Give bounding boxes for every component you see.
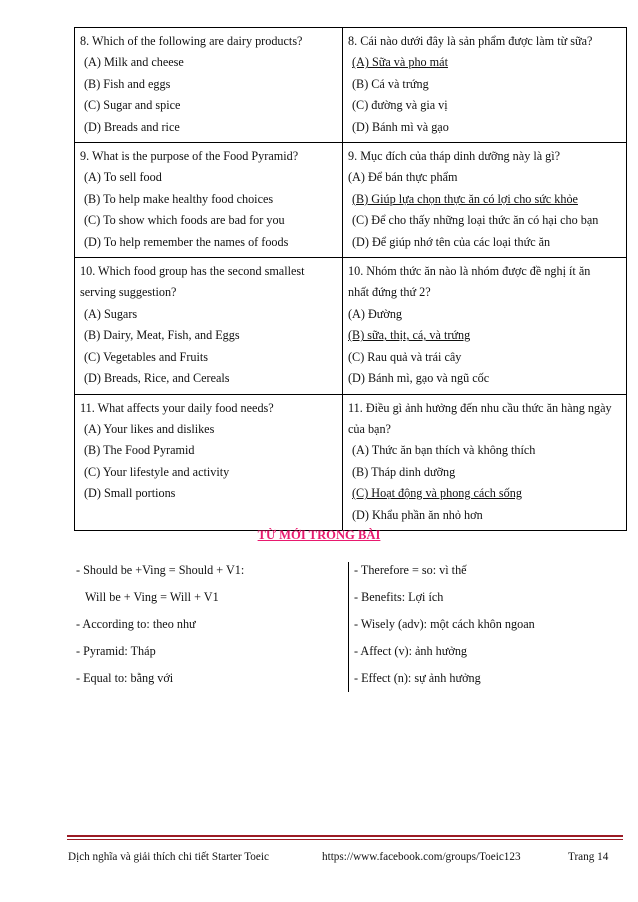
option-a: (A) Sugars xyxy=(84,306,138,321)
option-a-translation: (A) Thức ăn bạn thích và không thích xyxy=(352,443,536,458)
option-b-translation xyxy=(348,325,622,346)
question-en-cell xyxy=(75,258,343,394)
table-row xyxy=(75,258,627,394)
vocab-item: - Should be +Ving = Should + V1: xyxy=(76,563,245,577)
vocab-item: - Therefore = so: vì thế xyxy=(354,563,467,577)
question-translation-cont: nhất đứng thứ 2? xyxy=(348,285,431,300)
correct-answer: (B) sữa, thịt, cá, và trứng xyxy=(348,328,471,343)
option-a-translation: (A) Để bán thực phẩm xyxy=(348,170,458,185)
correct-answer: (B) Giúp lựa chọn thực ăn có lợi cho sức khỏe xyxy=(352,191,578,206)
question-translation: 8. Cái nào dưới đây là sản phẩm được làm từ sữa? xyxy=(348,34,593,48)
option-c-translation: (C) Để cho thấy những loại thức ăn có hại cho bạn xyxy=(352,213,599,228)
question-text: 10. Which food group has the second smallest xyxy=(80,264,305,279)
option-d-translation: (D) Bánh mì, gạo và ngũ cốc xyxy=(348,371,490,386)
option-c: (C) Vegetables and Fruits xyxy=(84,349,208,364)
option-c: (C) Sugar and spice xyxy=(84,98,181,113)
option-c-translation: (C) đường và gia vị xyxy=(352,98,448,113)
option-b: (B) Fish and eggs xyxy=(84,76,171,91)
option-a: (A) To sell food xyxy=(84,170,162,185)
question-en-cell xyxy=(75,143,343,258)
option-d: (D) Small portions xyxy=(84,486,176,501)
vocab-item: - According to: theo như xyxy=(76,617,196,631)
option-d: (D) Breads and rice xyxy=(84,119,180,134)
option-b: (B) To help make healthy food choices xyxy=(84,191,274,206)
option-b-translation xyxy=(348,189,622,210)
footer-rule xyxy=(67,835,623,837)
question-vi-cell xyxy=(343,143,627,258)
option-d: (D) Breads, Rice, and Cereals xyxy=(84,371,230,386)
question-vi-cell xyxy=(343,258,627,394)
qa-table xyxy=(74,27,627,531)
option-b-translation: (B) Cá và trứng xyxy=(352,76,429,91)
option-a: (A) Milk and cheese xyxy=(84,55,184,70)
vocab-list-left xyxy=(76,560,244,695)
option-d-translation: (D) Bánh mì và gạo xyxy=(352,119,449,134)
option-c-translation: (C) Rau quả và trái cây xyxy=(348,349,462,364)
vocab-section-title: TỪ MỚI TRONG BÀI xyxy=(257,528,381,542)
question-text: 11. What affects your daily food needs? xyxy=(80,400,274,415)
question-en-cell xyxy=(75,28,343,143)
option-d-translation: (D) Để giúp nhớ tên của các loại thức ăn xyxy=(352,234,551,249)
option-a: (A) Your likes and dislikes xyxy=(84,421,215,436)
option-c: (C) Your lifestyle and activity xyxy=(84,464,230,479)
option-c: (C) To show which foods are bad for you xyxy=(84,213,285,228)
question-translation: 9. Mục đích của tháp dinh dưỡng này là gì? xyxy=(348,149,561,164)
vocab-item: - Benefits: Lợi ích xyxy=(354,590,444,604)
vocab-item: Will be + Ving = Will + V1 xyxy=(85,590,219,604)
vocab-item: - Affect (v): ảnh hưởng xyxy=(354,644,468,658)
table-row xyxy=(75,28,627,143)
question-en-cell xyxy=(75,394,343,530)
question-vi-cell xyxy=(343,28,627,143)
vocab-item: - Pyramid: Tháp xyxy=(76,644,156,658)
option-b: (B) Dairy, Meat, Fish, and Eggs xyxy=(84,328,240,343)
vocab-item: - Effect (n): sự ảnh hưởng xyxy=(354,671,481,685)
vocab-item: - Equal to: bằng với xyxy=(76,671,174,685)
option-b-translation: (B) Tháp dinh dưỡng xyxy=(352,464,456,479)
footer-document-title: Dịch nghĩa và giải thích chi tiết Starter Toeic xyxy=(68,851,269,863)
question-translation: 10. Nhóm thức ăn nào là nhóm được đề nghị ít ăn xyxy=(348,264,591,279)
correct-answer: (A) Sữa và pho mát xyxy=(352,55,448,70)
vocab-list-right xyxy=(354,560,535,695)
question-text: 8. Which of the following are dairy products? xyxy=(80,34,303,48)
option-a-translation: (A) Đường xyxy=(348,306,403,321)
footer-url-link[interactable]: https://www.facebook.com/groups/Toeic123 xyxy=(322,851,521,863)
option-c-translation xyxy=(348,483,622,504)
footer-page-number: Trang 14 xyxy=(568,851,609,863)
option-a-translation xyxy=(348,52,622,73)
question-text: 9. What is the purpose of the Food Pyramid? xyxy=(80,149,299,164)
footer-rule xyxy=(67,839,623,840)
vocab-item: - Wisely (adv): một cách khôn ngoan xyxy=(354,617,535,631)
question-translation-cont: của bạn? xyxy=(348,421,391,436)
table-row xyxy=(75,394,627,530)
question-text-cont: serving suggestion? xyxy=(80,285,177,300)
option-d-translation: (D) Khẩu phần ăn nhỏ hơn xyxy=(352,507,483,522)
option-b: (B) The Food Pyramid xyxy=(84,443,195,458)
vocab-divider xyxy=(348,562,349,692)
option-d: (D) To help remember the names of foods xyxy=(84,234,289,249)
question-vi-cell xyxy=(343,394,627,530)
table-row xyxy=(75,143,627,258)
correct-answer: (C) Hoạt động và phong cách sống xyxy=(352,486,522,501)
question-translation: 11. Điều gì ảnh hưởng đến nhu cầu thức ăn hàng ngày xyxy=(348,400,612,415)
